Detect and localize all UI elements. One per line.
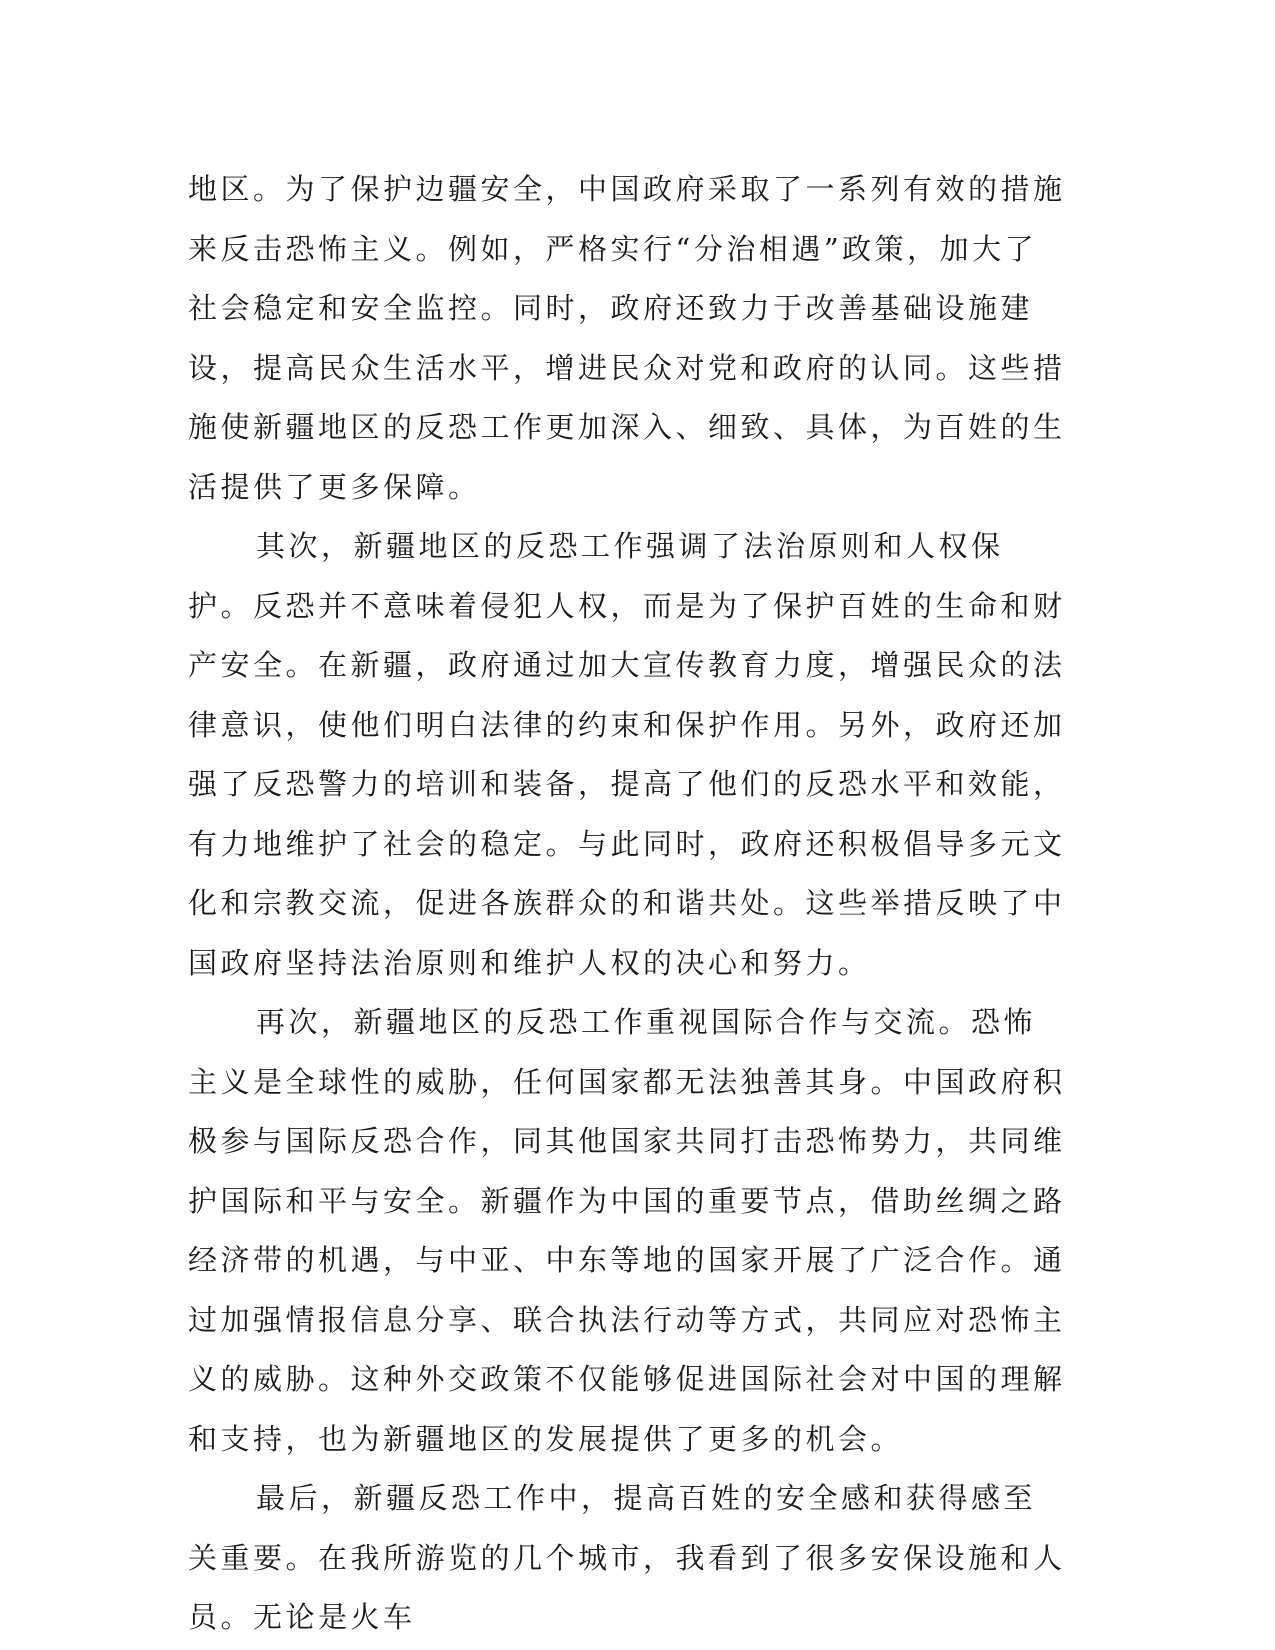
paragraph-rule-of-law: 其次，新疆地区的反恐工作强调了法治原则和人权保护。反恐并不意味着侵犯人权，而是为了保护百姓的生命和财产安全。在新疆，政府通过加大宣传教育力度，增强民众的法律意识，使他们明白法律的约束和保护作用。另外，政府还加强了反恐警力的培训和装备，提高了他们的反恐水平和效能，有力地维护了社会的稳定。与此同时，政府还积极倡导多元文化和宗教交流，促进各族群众的和谐共处。这些举措反映了中国政府坚持法治原则和维护人权的决心和努力。 xyxy=(188,529,1066,980)
paragraph-public-security: 最后，新疆反恐工作中，提高百姓的安全感和获得感至关重要。在我所游览的几个城市，我看到了很多安保设施和人员。无论是火车 xyxy=(188,1481,1066,1634)
paragraph-continuation: 地区。为了保护边疆安全，中国政府采取了一系列有效的措施来反击恐怖主义。例如，严格实行“分治相遇”政策，加大了社会稳定和安全监控。同时，政府还致力于改善基础设施建设，提高民众生活水平，增进民众对党和政府的认同。这些措施使新疆地区的反恐工作更加深入、细致、具体，为百姓的生活提供了更多保障。 xyxy=(188,172,1066,504)
document-body xyxy=(188,160,1068,1648)
paragraph-international-cooperation: 再次，新疆地区的反恐工作重视国际合作与交流。恐怖主义是全球性的威胁，任何国家都无法独善其身。中国政府积极参与国际反恐合作，同其他国家共同打击恐怖势力，共同维护国际和平与安全。新疆作为中国的重要节点，借助丝绸之路经济带的机遇，与中亚、中东等地的国家开展了广泛合作。通过加强情报信息分享、联合执法行动等方式，共同应对恐怖主义的威胁。这种外交政策不仅能够促进国际社会对中国的理解和支持，也为新疆地区的发展提供了更多的机会。 xyxy=(188,1005,1066,1456)
